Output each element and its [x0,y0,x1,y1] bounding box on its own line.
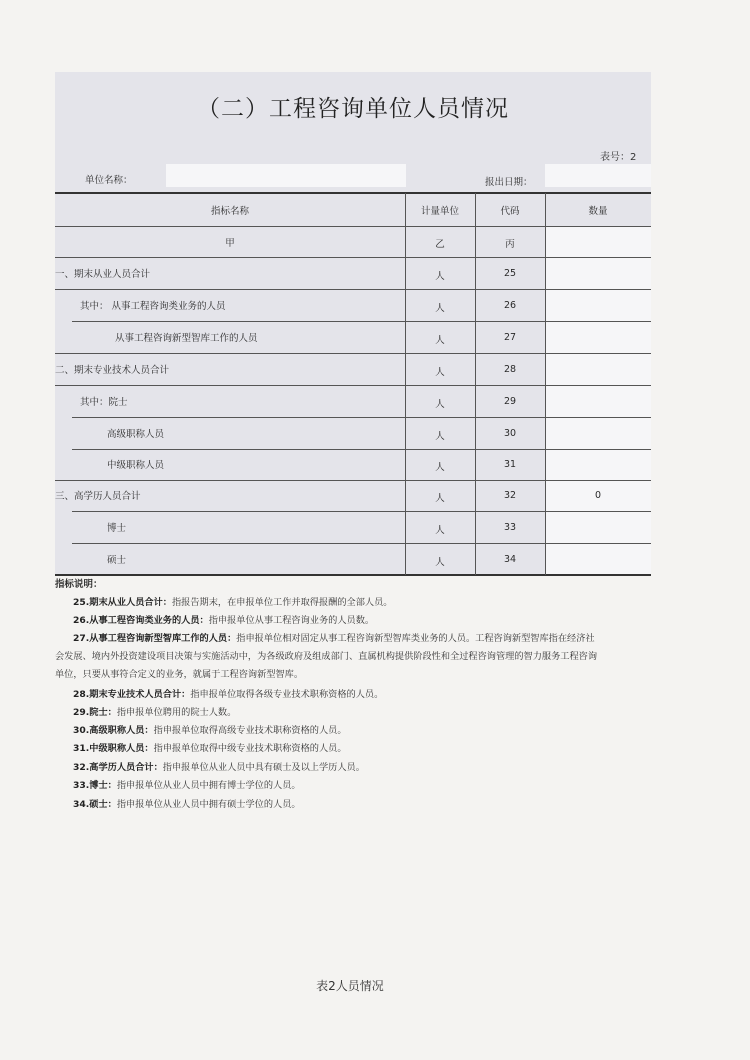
note-text: 指申报单位取得高级专业技术职称资格的人员。 [153,725,347,736]
note-text: 指申报单位从业人员中拥有博士学位的人员。 [116,780,301,791]
row-name: 中级职称人员 [107,460,165,471]
header-quantity: 数量 [588,206,608,217]
column-divider [405,193,406,575]
note-item [55,686,665,704]
note-term: 29.院士： [73,707,117,718]
note-term: 34.硕士： [73,799,117,810]
table-divider [72,543,651,544]
quantity-cell-25[interactable] [546,258,651,289]
quantity-cell-27[interactable] [546,322,651,353]
code-indicator: 甲 [225,238,235,249]
note-text-cont: 会发展、境内外投资建设项目决策与实施活动中，为各级政府及组成部门、直属机构提供阶段性和全过程咨询管理的智力服务工程咨询 [55,651,598,662]
table-divider [72,511,651,512]
note-term: 30.高级职称人员： [73,725,154,736]
table-divider [72,449,651,450]
page-footer: 表2人员情况 [316,979,384,993]
note-text: 指申报单位取得各级专业技术职称资格的人员。 [190,689,384,700]
row-code: 27 [503,332,517,343]
row-unit: 人 [435,399,445,410]
note-text: 指申报单位取得中级专业技术职称资格的人员。 [153,743,347,754]
table-divider [72,321,651,322]
table-divider [55,480,651,481]
row-code: 25 [503,268,517,279]
row-quantity: 0 [594,490,602,501]
report-date-label: 报出日期： [485,177,533,188]
row-name: 高级职称人员 [107,429,165,440]
note-term: 25.期末从业人员合计： [73,597,172,608]
row-name: 一、期末从业人员合计 [55,269,151,280]
row-unit: 人 [435,335,445,346]
row-code: 28 [503,364,517,375]
note-term: 32.高学历人员合计： [73,762,163,773]
note-item [55,796,665,814]
note-term: 31.中级职称人员： [73,743,154,754]
row-unit: 人 [435,367,445,378]
note-text: 指申报单位从业人员中拥有硕士学位的人员。 [116,799,301,810]
note-text: 指报告期末，在申报单位工作并取得报酬的全部人员。 [171,597,393,608]
row-code: 34 [503,554,517,565]
note-text: 指申报单位相对固定从事工程咨询新型智库类业务的人员。工程咨询新型智库指在经济社 [236,633,595,644]
header-code: 代码 [500,206,520,217]
row-name: 从事工程咨询新型智库工作的人员 [115,333,258,344]
row-name: 博士 [107,523,127,534]
page-title: （二）工程咨询单位人员情况 [197,96,509,122]
quantity-header-cell [546,227,651,257]
table-divider [55,385,651,386]
note-item [55,722,665,740]
row-unit: 人 [435,303,445,314]
row-code: 32 [503,490,517,501]
note-item [55,594,665,612]
unit-name-label: 单位名称： [85,175,133,186]
table-divider [72,417,651,418]
table-divider [55,257,651,258]
quantity-cell-30[interactable] [546,418,651,449]
row-code: 33 [503,522,517,533]
code-unit: 乙 [435,239,445,250]
column-divider [545,193,546,575]
note-item [55,704,665,722]
note-item [55,759,665,777]
unit-name-field[interactable] [166,164,406,187]
note-text: 指申报单位聘用的院士人数。 [116,707,237,718]
quantity-cell-33[interactable] [546,512,651,543]
note-term: 28.期末专业技术人员合计： [73,689,191,700]
report-date-field[interactable] [545,164,651,187]
row-unit: 人 [435,525,445,536]
note-item [55,612,665,630]
row-unit: 人 [435,271,445,282]
table-bottom-border [55,574,651,576]
note-text: 指申报单位从业人员中具有硕士及以上学历人员。 [162,762,365,773]
row-name: 其中： 从事工程咨询类业务的人员 [80,301,226,312]
code-code: 丙 [505,239,515,250]
table-number: 表号：2 [600,152,637,163]
table-divider [55,226,651,227]
row-name: 三、高学历人员合计 [55,491,141,502]
row-code: 30 [503,428,517,439]
column-divider [475,193,476,575]
quantity-cell-29[interactable] [546,386,651,417]
row-name: 二、期末专业技术人员合计 [55,365,170,376]
note-item [55,777,665,795]
note-text-cont: 单位，只要从事符合定义的业务，就属于工程咨询新型智库。 [55,669,304,680]
row-unit: 人 [435,557,445,568]
row-code: 31 [503,459,517,470]
row-code: 29 [503,396,517,407]
table-divider [55,353,651,354]
quantity-cell-26[interactable] [546,290,651,321]
quantity-cell-31[interactable] [546,450,651,481]
row-code: 26 [503,300,517,311]
quantity-cell-28[interactable] [546,354,651,385]
row-name: 其中：院士 [80,397,128,408]
row-name: 硕士 [107,555,127,566]
quantity-cell-34[interactable] [546,544,651,575]
table-divider [55,289,651,290]
header-unit: 计量单位 [420,206,459,217]
note-term: 27.从事工程咨询新型智库工作的人员： [73,633,237,644]
note-item [55,740,665,758]
note-text: 指申报单位从事工程咨询业务的人员数。 [208,615,375,626]
header-indicator: 指标名称 [210,206,249,217]
row-unit: 人 [435,431,445,442]
note-item [55,630,665,684]
note-term: 33.博士： [73,780,117,791]
notes-title: 指标说明： [55,579,103,590]
note-term: 26.从事工程咨询类业务的人员： [73,615,209,626]
table-top-border [55,192,651,194]
row-unit: 人 [435,462,445,473]
row-unit: 人 [435,493,445,504]
